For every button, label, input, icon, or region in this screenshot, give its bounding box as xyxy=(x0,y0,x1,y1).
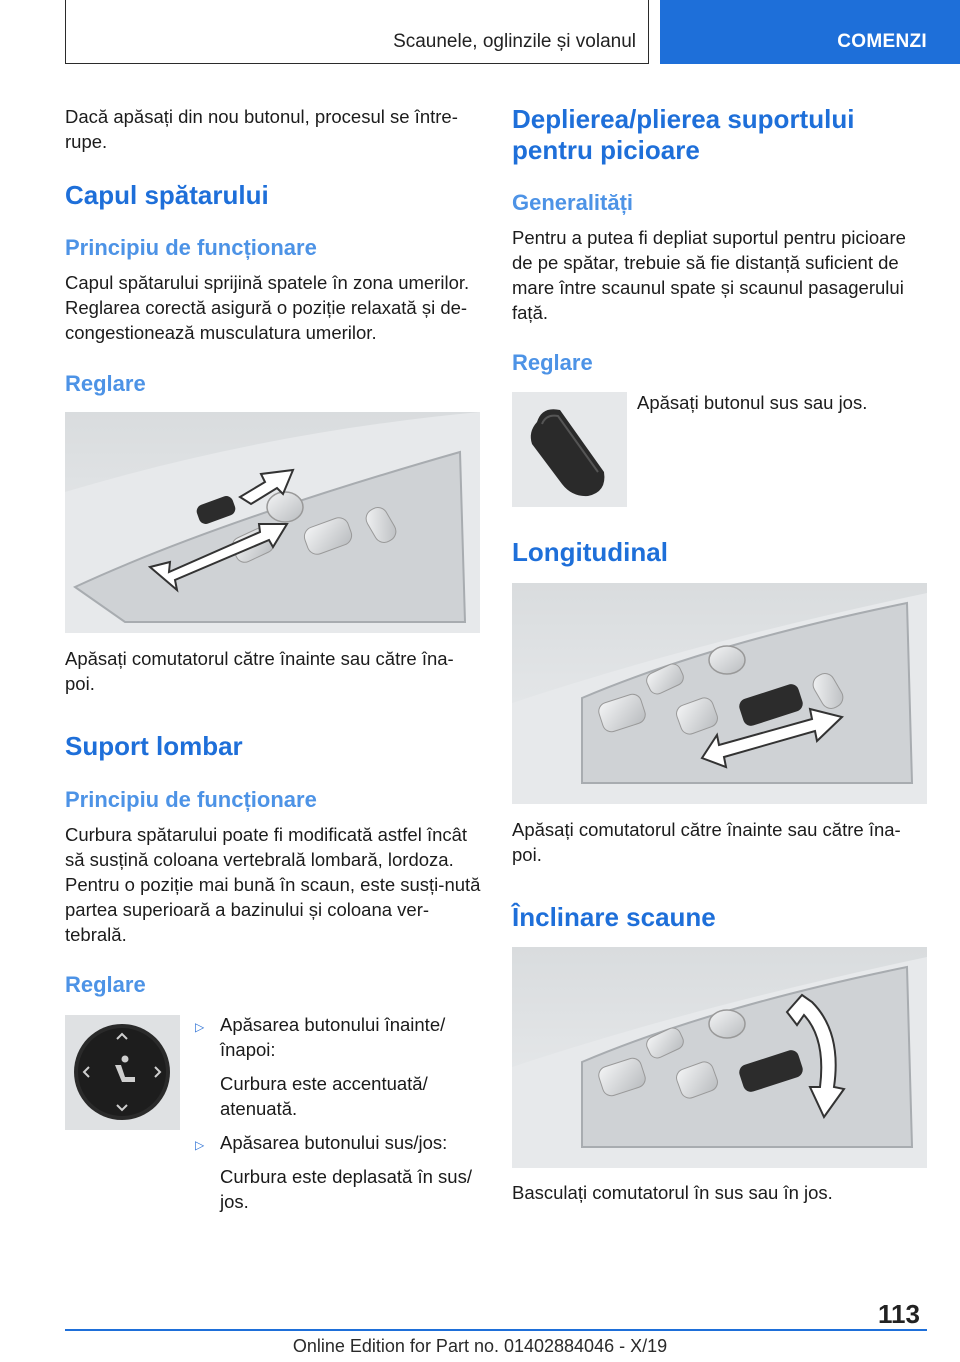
headrest-principle-text: Capul spătarului sprijină spatele în zona umerilor. Reglarea corectă asigură o poziție relaxată și de-congestionează musculatura umerilor. xyxy=(65,272,470,343)
footrest-general-text: Pentru a putea fi depliat suportul pentru picioare de pe spătar, trebuie să fie distanță suficient de mare între scaunul spate și scaunul pasagerului față. xyxy=(512,227,906,323)
lumbar-button-photo xyxy=(65,1015,180,1130)
headrest-switch-photo xyxy=(65,412,480,633)
tilt-switch-photo xyxy=(512,947,927,1168)
footrest-general-heading: Generalități xyxy=(512,190,634,215)
section-tab-label: COMENZI xyxy=(837,31,927,52)
lumbar-adjust-heading: Reglare xyxy=(65,972,146,997)
lumbar-bullet-2 xyxy=(220,1130,480,1214)
lumbar-bullet-2-result: Curbura este deplasată în sus/ jos. xyxy=(220,1166,472,1212)
rocker-button-icon xyxy=(512,392,627,507)
longitudinal-switch-photo xyxy=(512,583,927,804)
page-number: 113 xyxy=(878,1299,920,1329)
lumbar-heading: Suport lombar xyxy=(65,731,243,761)
footrest-adjust-heading: Reglare xyxy=(512,350,593,375)
lumbar-principle-text: Curbura spătarului poate fi modificată astfel încât să susțină coloana vertebrală lombară, lordoza. Pentru o poziție mai bună în scaun, este susți-nută partea superioară a bazinului și coloana ver-tebrală. xyxy=(65,824,481,945)
headrest-adjust-heading: Reglare xyxy=(65,371,146,396)
lumbar-bullet-1-action: Apăsarea butonului înainte/ înapoi: xyxy=(220,1014,446,1060)
lumbar-dial-icon xyxy=(65,1015,180,1130)
lumbar-bullet-2-action: Apăsarea butonului sus/jos: xyxy=(220,1132,448,1153)
tilt-heading: Înclinare scaune xyxy=(512,902,716,932)
intro-text: Dacă apăsați din nou butonul, procesul se între-rupe. xyxy=(65,106,458,152)
footrest-adjust-text: Apăsați butonul sus sau jos. xyxy=(637,392,868,413)
chapter-header xyxy=(65,0,649,64)
headrest-caption: Apăsați comutatorul către înainte sau către îna-poi. xyxy=(65,648,454,694)
section-tab[interactable] xyxy=(660,0,960,64)
footrest-heading: Deplierea/plierea suportului pentru picioare xyxy=(512,104,855,165)
footer-divider xyxy=(65,1329,927,1331)
lumbar-bullet-1-result: Curbura este accentuată/ atenuată. xyxy=(220,1073,428,1119)
chapter-title: Scaunele, oglinzile și volanul xyxy=(393,31,636,52)
headrest-principle-heading: Principiu de funcționare xyxy=(65,235,317,260)
seat-switch-panel-icon xyxy=(65,412,480,633)
headrest-heading: Capul spătarului xyxy=(65,180,269,210)
footrest-button-photo xyxy=(512,392,627,507)
bullet-triangle-icon: ▷ xyxy=(195,1138,205,1152)
tilt-caption: Basculați comutatorul în sus sau în jos. xyxy=(512,1182,833,1203)
seat-switch-panel-icon xyxy=(512,947,927,1168)
longitudinal-caption: Apăsați comutatorul către înainte sau către îna-poi. xyxy=(512,819,901,865)
footer-edition: Online Edition for Part no. 01402884046 - X/19 xyxy=(292,1336,668,1356)
longitudinal-heading: Longitudinal xyxy=(512,537,668,567)
seat-switch-panel-icon xyxy=(512,583,927,804)
lumbar-principle-heading: Principiu de funcționare xyxy=(65,787,317,812)
bullet-triangle-icon: ▷ xyxy=(195,1020,205,1034)
lumbar-bullet-1 xyxy=(220,1012,480,1121)
